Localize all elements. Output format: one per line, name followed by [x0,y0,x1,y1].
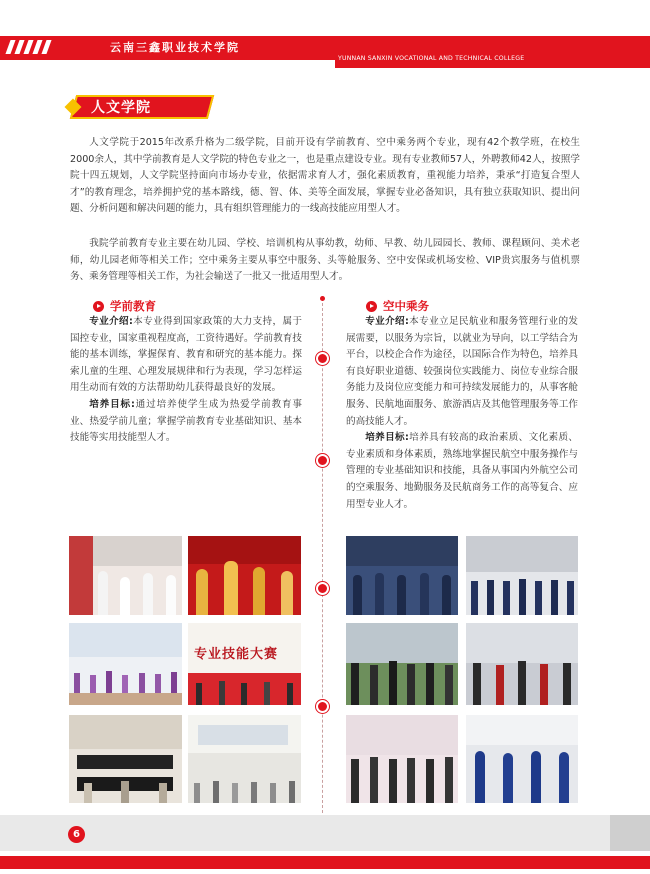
photo-crew-group [346,623,458,705]
photo-flight-attendants-line [466,536,578,615]
photo-skills-competition [188,623,301,705]
college-name-cn: 云南三鑫职业技术学院 [110,41,240,54]
preschool-heading-label: 学前教育 [110,299,156,313]
flight-intro-text: 本专业立足民航业和服务管理行业的发展需要，以服务为宗旨，以就业为导向，以工学结合为平台，以校企合作为途径，以国际合作为特色，培养具有良好职业道德、较强岗位实践能力、岗位专业综合服务能力及岗位应变能力和可持续发展能力的，从事客舱服务、民航地面服务、旅游酒店及其他管理服务等工作的高技能人才。 [346,316,578,427]
play-arrow-icon [93,301,104,312]
flight-attendant-heading [366,298,429,314]
flight-goal-label: 培养目标: [365,432,409,444]
footer-band [0,815,650,851]
photo-crew-luggage [466,623,578,705]
photo-preschool-dance-practice [69,623,182,705]
center-timeline [322,298,323,813]
intro-paragraph-2: 我院学前教育专业主要在幼儿园、学校、培训机构从事幼教，幼师、早教、幼儿园园长、教师、课程顾问、美术老师，幼儿园老师等相关工作；空中乘务主要从事空中服务、头等舱服务、空中安保或机场安检、VIP贵宾服务与值机票务、乘务管理等相关工作，为社会输送了一批又一批适用型人才。 [70,238,580,283]
section-title-badge [67,93,217,123]
footer-accent [610,815,650,851]
header-stripes [8,40,49,54]
preschool-intro-text: 本专业得到国家政策的大力支持，属于国控专业，国家重视程度高，工资待遇好。学前教育技能的基本训练，掌握保育、教育和研究的基本能力。探索儿童的生理、心理发展规律和行为表现，学习怎样运用生动而有效的方法帮助幼儿获得最良好的发展。 [70,316,302,394]
flight-intro-label: 专业介绍: [365,316,409,327]
intro-paragraph-1: 人文学院于2015年改系升格为二级学院，目前开设有学前教育、空中乘务两个专业，现有42个教学班，在校生2000余人，其中学前教育是人文学院的特色专业之一，也是重点建设专业。现有专业教师57人，外聘教师42人，按照学院十四五规划，人文学院坚持面向市场办专业，依据需求育人才，强化素质教育，重视能力培养，秉承“打造复合型人才”的教育理念，培养拥护党的基本路线，德、智、体、美等全面发展，掌握专业必备知识，具有独立获取知识、提出问题、分析问题和解决问题的能力，具有组织管理能力的一线高技能应用型人才。 [70,137,580,215]
preschool-heading [93,298,156,314]
competition-banner-text: 专业技能大赛 [194,647,279,662]
timeline-dot [316,352,329,365]
footer-red-band [0,856,650,869]
preschool-text [70,314,302,447]
preschool-goal-text: 通过培养使学生成为热爱学前教育事业、热爱学前儿童；掌握学前教育专业基础知识、基本技能等实用技能型人才。 [70,398,303,444]
photo-dance-hall [188,715,301,803]
flight-attendant-heading-label: 空中乘务 [383,299,429,313]
photo-flight-attendants-seated [346,536,458,615]
flight-goal-text: 培养具有较高的政治素质、文化素质、专业素质和身体素质，熟练地掌握民航空中服务操作与管理的专业基础知识和技能，具备从事国内外航空公司的空乘服务、地勤服务及民航商务工作的高等复合、应用型专业人才。 [346,432,578,510]
timeline-dot [316,700,329,713]
timeline-dot [316,454,329,467]
play-arrow-icon [366,301,377,312]
timeline-start-dot [320,296,325,301]
timeline-dot [316,582,329,595]
preschool-goal-label: 培养目标: [89,398,135,410]
preschool-intro-label: 专业介绍: [89,316,133,327]
photo-piano-class [69,715,182,803]
college-name-en: YUNNAN SANXIN VOCATIONAL AND TECHNICAL COLLEGE [338,55,525,62]
photo-crew-greeting [466,715,578,803]
section-title: 人文学院 [91,100,151,116]
photo-preschool-performance [69,536,182,615]
page-number: 6 [68,826,85,843]
photo-preschool-dance [188,536,301,615]
photo-crew-formal [346,715,458,803]
flight-attendant-text [346,314,578,513]
